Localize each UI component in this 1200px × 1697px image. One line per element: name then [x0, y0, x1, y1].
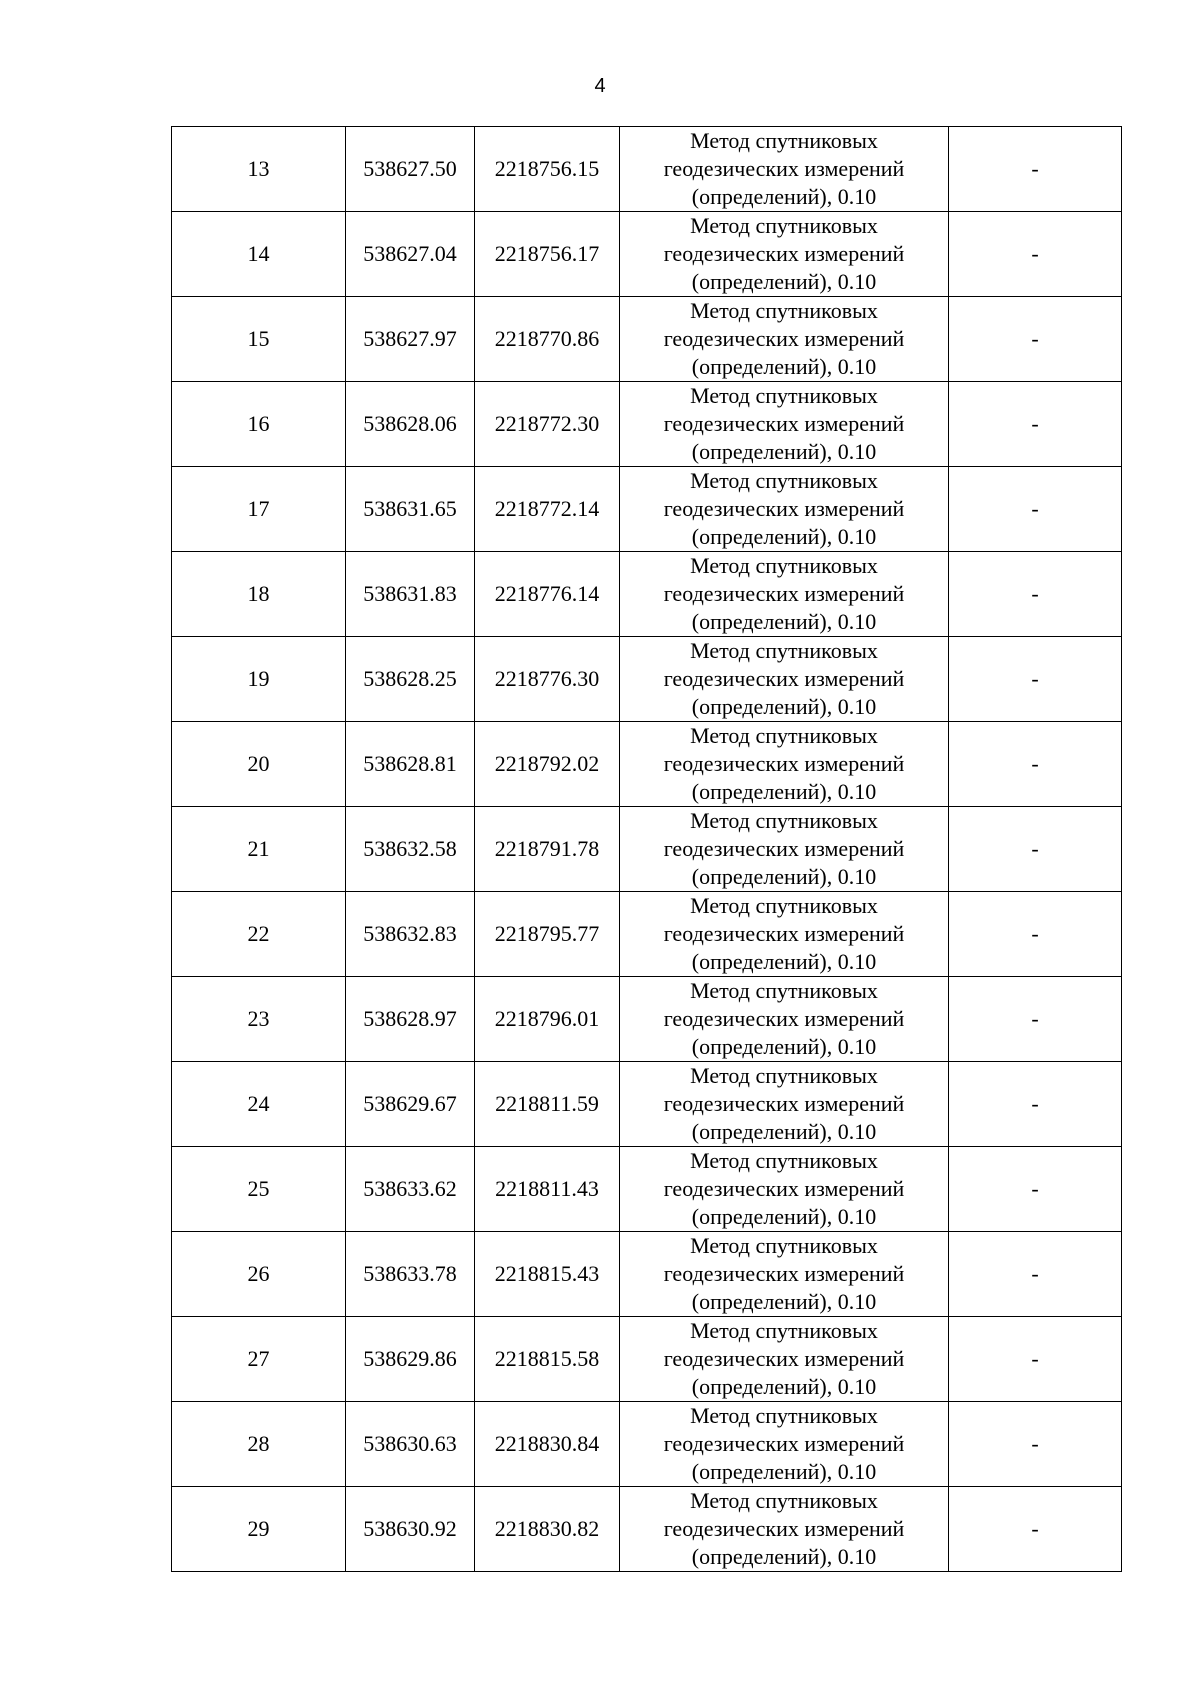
note-cell: -: [949, 892, 1122, 977]
method-line: геодезических измерений: [663, 581, 905, 606]
method-line: (определений), 0.10: [691, 269, 877, 294]
table-row: [172, 1062, 1122, 1147]
method-line: (определений), 0.10: [691, 184, 877, 209]
method-line: геодезических измерений: [663, 1006, 905, 1031]
note-cell: -: [949, 552, 1122, 637]
note-cell: -: [949, 977, 1122, 1062]
table-row: [172, 127, 1122, 212]
method-line: (определений), 0.10: [691, 779, 877, 804]
note-cell: -: [949, 637, 1122, 722]
method-line: (определений), 0.10: [691, 694, 877, 719]
y-coordinate-cell: 2218776.14: [475, 552, 620, 637]
method-line: Метод спутниковых: [690, 383, 878, 408]
method-line: геодезических измерений: [663, 1516, 905, 1541]
method-cell: [620, 977, 949, 1062]
point-number-cell: 16: [172, 382, 346, 467]
y-coordinate-cell: 2218776.30: [475, 637, 620, 722]
point-number-cell: 17: [172, 467, 346, 552]
method-line: Метод спутниковых: [690, 893, 878, 918]
point-number-cell: 29: [172, 1487, 346, 1572]
point-number-cell: 18: [172, 552, 346, 637]
note-cell: -: [949, 467, 1122, 552]
method-line: геодезических измерений: [663, 156, 905, 181]
note-cell: -: [949, 127, 1122, 212]
method-line: геодезических измерений: [663, 1176, 905, 1201]
table-row: [172, 892, 1122, 977]
method-line: Метод спутниковых: [690, 808, 878, 833]
y-coordinate-cell: 2218815.43: [475, 1232, 620, 1317]
table-row: [172, 722, 1122, 807]
method-line: геодезических измерений: [663, 666, 905, 691]
method-line: (определений), 0.10: [691, 354, 877, 379]
method-line: Метод спутниковых: [690, 638, 878, 663]
x-coordinate-cell: 538630.63: [346, 1402, 475, 1487]
method-line: геодезических измерений: [663, 241, 905, 266]
method-line: Метод спутниковых: [690, 128, 878, 153]
table-row: [172, 1232, 1122, 1317]
method-line: Метод спутниковых: [690, 1318, 878, 1343]
method-line: Метод спутниковых: [690, 553, 878, 578]
point-number-cell: 25: [172, 1147, 346, 1232]
point-number-cell: 19: [172, 637, 346, 722]
y-coordinate-cell: 2218772.30: [475, 382, 620, 467]
table-row: [172, 212, 1122, 297]
method-cell: [620, 552, 949, 637]
table-row: [172, 552, 1122, 637]
x-coordinate-cell: 538633.78: [346, 1232, 475, 1317]
method-line: (определений), 0.10: [691, 1544, 877, 1569]
method-line: геодезических измерений: [663, 1261, 905, 1286]
note-cell: -: [949, 297, 1122, 382]
method-line: (определений), 0.10: [691, 609, 877, 634]
method-line: геодезических измерений: [663, 411, 905, 436]
y-coordinate-cell: 2218791.78: [475, 807, 620, 892]
x-coordinate-cell: 538628.81: [346, 722, 475, 807]
method-line: геодезических измерений: [663, 921, 905, 946]
y-coordinate-cell: 2218830.84: [475, 1402, 620, 1487]
point-number-cell: 27: [172, 1317, 346, 1402]
x-coordinate-cell: 538629.67: [346, 1062, 475, 1147]
note-cell: -: [949, 807, 1122, 892]
x-coordinate-cell: 538631.83: [346, 552, 475, 637]
table-row: [172, 977, 1122, 1062]
y-coordinate-cell: 2218770.86: [475, 297, 620, 382]
x-coordinate-cell: 538628.06: [346, 382, 475, 467]
y-coordinate-cell: 2218772.14: [475, 467, 620, 552]
table-row: [172, 1402, 1122, 1487]
x-coordinate-cell: 538632.58: [346, 807, 475, 892]
method-line: (определений), 0.10: [691, 524, 877, 549]
note-cell: -: [949, 722, 1122, 807]
method-line: геодезических измерений: [663, 1431, 905, 1456]
table-row: [172, 807, 1122, 892]
coordinates-table: [171, 126, 1122, 1572]
method-cell: [620, 212, 949, 297]
table-row: [172, 1487, 1122, 1572]
x-coordinate-cell: 538631.65: [346, 467, 475, 552]
x-coordinate-cell: 538627.50: [346, 127, 475, 212]
method-cell: [620, 722, 949, 807]
table-row: [172, 1147, 1122, 1232]
y-coordinate-cell: 2218756.17: [475, 212, 620, 297]
method-line: геодезических измерений: [663, 496, 905, 521]
method-line: Метод спутниковых: [690, 978, 878, 1003]
note-cell: -: [949, 1232, 1122, 1317]
method-cell: [620, 1402, 949, 1487]
method-line: (определений), 0.10: [691, 1034, 877, 1059]
method-line: Метод спутниковых: [690, 1403, 878, 1428]
point-number-cell: 13: [172, 127, 346, 212]
method-line: Метод спутниковых: [690, 1488, 878, 1513]
method-line: Метод спутниковых: [690, 1233, 878, 1258]
method-cell: [620, 1487, 949, 1572]
point-number-cell: 24: [172, 1062, 346, 1147]
note-cell: -: [949, 1317, 1122, 1402]
point-number-cell: 28: [172, 1402, 346, 1487]
method-cell: [620, 1062, 949, 1147]
table-row: [172, 467, 1122, 552]
x-coordinate-cell: 538628.25: [346, 637, 475, 722]
method-line: геодезических измерений: [663, 751, 905, 776]
method-line: геодезических измерений: [663, 1346, 905, 1371]
note-cell: -: [949, 1487, 1122, 1572]
method-cell: [620, 637, 949, 722]
x-coordinate-cell: 538627.97: [346, 297, 475, 382]
method-cell: [620, 297, 949, 382]
method-line: Метод спутниковых: [690, 213, 878, 238]
x-coordinate-cell: 538627.04: [346, 212, 475, 297]
method-line: геодезических измерений: [663, 1091, 905, 1116]
method-line: (определений), 0.10: [691, 1119, 877, 1144]
point-number-cell: 23: [172, 977, 346, 1062]
method-cell: [620, 1317, 949, 1402]
note-cell: -: [949, 212, 1122, 297]
method-cell: [620, 807, 949, 892]
method-line: (определений), 0.10: [691, 1459, 877, 1484]
note-cell: -: [949, 1147, 1122, 1232]
method-line: (определений), 0.10: [691, 439, 877, 464]
method-line: Метод спутниковых: [690, 468, 878, 493]
y-coordinate-cell: 2218792.02: [475, 722, 620, 807]
method-line: Метод спутниковых: [690, 1063, 878, 1088]
method-cell: [620, 1232, 949, 1317]
x-coordinate-cell: 538629.86: [346, 1317, 475, 1402]
point-number-cell: 21: [172, 807, 346, 892]
method-line: Метод спутниковых: [690, 298, 878, 323]
point-number-cell: 26: [172, 1232, 346, 1317]
table-row: [172, 382, 1122, 467]
method-line: (определений), 0.10: [691, 1374, 877, 1399]
x-coordinate-cell: 538628.97: [346, 977, 475, 1062]
y-coordinate-cell: 2218815.58: [475, 1317, 620, 1402]
point-number-cell: 22: [172, 892, 346, 977]
y-coordinate-cell: 2218811.43: [475, 1147, 620, 1232]
point-number-cell: 15: [172, 297, 346, 382]
method-cell: [620, 1147, 949, 1232]
table-row: [172, 297, 1122, 382]
method-cell: [620, 382, 949, 467]
x-coordinate-cell: 538632.83: [346, 892, 475, 977]
y-coordinate-cell: 2218756.15: [475, 127, 620, 212]
y-coordinate-cell: 2218830.82: [475, 1487, 620, 1572]
coordinates-table-body: [172, 127, 1122, 1572]
note-cell: -: [949, 1402, 1122, 1487]
point-number-cell: 20: [172, 722, 346, 807]
method-line: (определений), 0.10: [691, 1204, 877, 1229]
method-line: (определений), 0.10: [691, 949, 877, 974]
page-number: 4: [594, 75, 606, 97]
method-line: (определений), 0.10: [691, 864, 877, 889]
point-number-cell: 14: [172, 212, 346, 297]
y-coordinate-cell: 2218796.01: [475, 977, 620, 1062]
method-line: Метод спутниковых: [690, 1148, 878, 1173]
note-cell: -: [949, 1062, 1122, 1147]
y-coordinate-cell: 2218795.77: [475, 892, 620, 977]
table-row: [172, 637, 1122, 722]
method-line: Метод спутниковых: [690, 723, 878, 748]
method-line: геодезических измерений: [663, 326, 905, 351]
table-row: [172, 1317, 1122, 1402]
method-cell: [620, 892, 949, 977]
method-line: (определений), 0.10: [691, 1289, 877, 1314]
x-coordinate-cell: 538633.62: [346, 1147, 475, 1232]
y-coordinate-cell: 2218811.59: [475, 1062, 620, 1147]
method-cell: [620, 467, 949, 552]
method-line: геодезических измерений: [663, 836, 905, 861]
note-cell: -: [949, 382, 1122, 467]
x-coordinate-cell: 538630.92: [346, 1487, 475, 1572]
method-cell: [620, 127, 949, 212]
